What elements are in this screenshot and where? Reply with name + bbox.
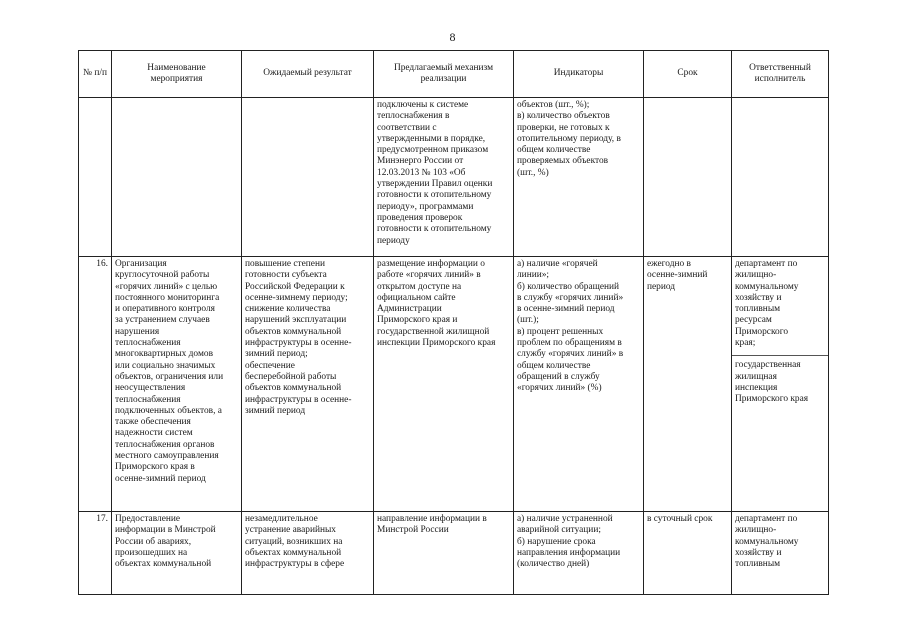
- indicators-cell: а) наличие устраненной аварийной ситуации; б) нарушение срока направления информации (количество дней): [514, 512, 644, 595]
- header-mechanism: Предлагаемый механизм реализации: [374, 51, 514, 98]
- row-number: 16.: [79, 257, 112, 512]
- header-responsible: Ответственный исполнитель: [732, 51, 829, 98]
- indicators-cell: а) наличие «горячей линии»; б) количество обращений в службу «горячих линий» в осенне-зимний период (шт.); в) процент решенных проблем по обращениям в службу «горячих линий» в общем количестве обращений в службу «горячих линий» (%): [514, 257, 644, 512]
- term-cell: [644, 98, 732, 257]
- header-measure-name: Наименование мероприятия: [112, 51, 242, 98]
- responsible-inspection: государственная жилищная инспекция Приморского края: [735, 360, 809, 405]
- header-row: [79, 51, 829, 98]
- responsible-cell: департамент по жилищно- коммунальному хозяйству и топливным: [732, 512, 829, 595]
- expected-result-cell: [242, 98, 374, 257]
- measure-name-cell: [112, 98, 242, 257]
- measure-name-cell: Предоставление информации в Минстрой России об авариях, произошедших на объектах коммунальной: [112, 512, 242, 595]
- responsible-department: департамент по жилищно- коммунальному хозяйству и топливным ресурсам Приморского края;: [735, 259, 799, 349]
- responsible-cell: [732, 257, 829, 512]
- mechanism-cell: подключены к системе теплоснабжения в соответствии с утвержденными в порядке, предусмотренном приказом Минэнерго России от 12.03.2013 № 103 «Об утверждении Правил оценки готовности к отопительному периоду», программами проведения проверок готовности к отопительному периоду: [374, 98, 514, 257]
- measure-name-cell: Организация круглосуточной работы «горячих линий» с целью постоянного мониторинга и оперативного контроля за устранением случаев нарушения теплоснабжения многоквартирных домов или социально значимых объектов, ограничения или неосуществления теплоснабжения подключенных объектов, а также обеспечения надежности систем теплоснабжения органов местного самоуправления Приморского края в осенне-зимний период: [112, 257, 242, 512]
- header-indicators: Индикаторы: [514, 51, 644, 98]
- mechanism-cell: размещение информации о работе «горячих линий» в открытом доступе на официальном сайте Администрации Приморского края и государственной жилищной инспекции Приморского края: [374, 257, 514, 512]
- header-expected-result: Ожидаемый результат: [242, 51, 374, 98]
- header-term: Срок: [644, 51, 732, 98]
- table-row: [79, 257, 829, 512]
- page-number: 8: [449, 30, 456, 44]
- row-number: 17.: [79, 512, 112, 595]
- header-number: № п/п: [79, 51, 112, 98]
- table-row: [79, 512, 829, 595]
- indicators-cell: объектов (шт., %); в) количество объектов проверки, не готовых к отопительному периоду, в общем количестве проверяемых объектов (шт., %): [514, 98, 644, 257]
- expected-result-cell: повышение степени готовности субъекта Российской Федерации к осенне-зимнему периоду; снижение количества нарушений эксплуатации объектов коммунальной инфраструктуры в осенне- зимний период; обеспечение бесперебойной работы объектов коммунальной инфраструктуры в осенне- зимний период: [242, 257, 374, 512]
- mechanism-cell: направление информации в Минстрой России: [374, 512, 514, 595]
- term-cell: ежегодно в осенне-зимний период: [644, 257, 732, 512]
- responsible-cell: [732, 98, 829, 257]
- row-number: [79, 98, 112, 257]
- table-row: [79, 98, 829, 257]
- term-cell: в суточный срок: [644, 512, 732, 595]
- measures-table: [78, 50, 829, 595]
- cell-divider: [732, 355, 828, 356]
- expected-result-cell: незамедлительное устранение аварийных ситуаций, возникших на объектах коммунальной инфраструктуры в сфере: [242, 512, 374, 595]
